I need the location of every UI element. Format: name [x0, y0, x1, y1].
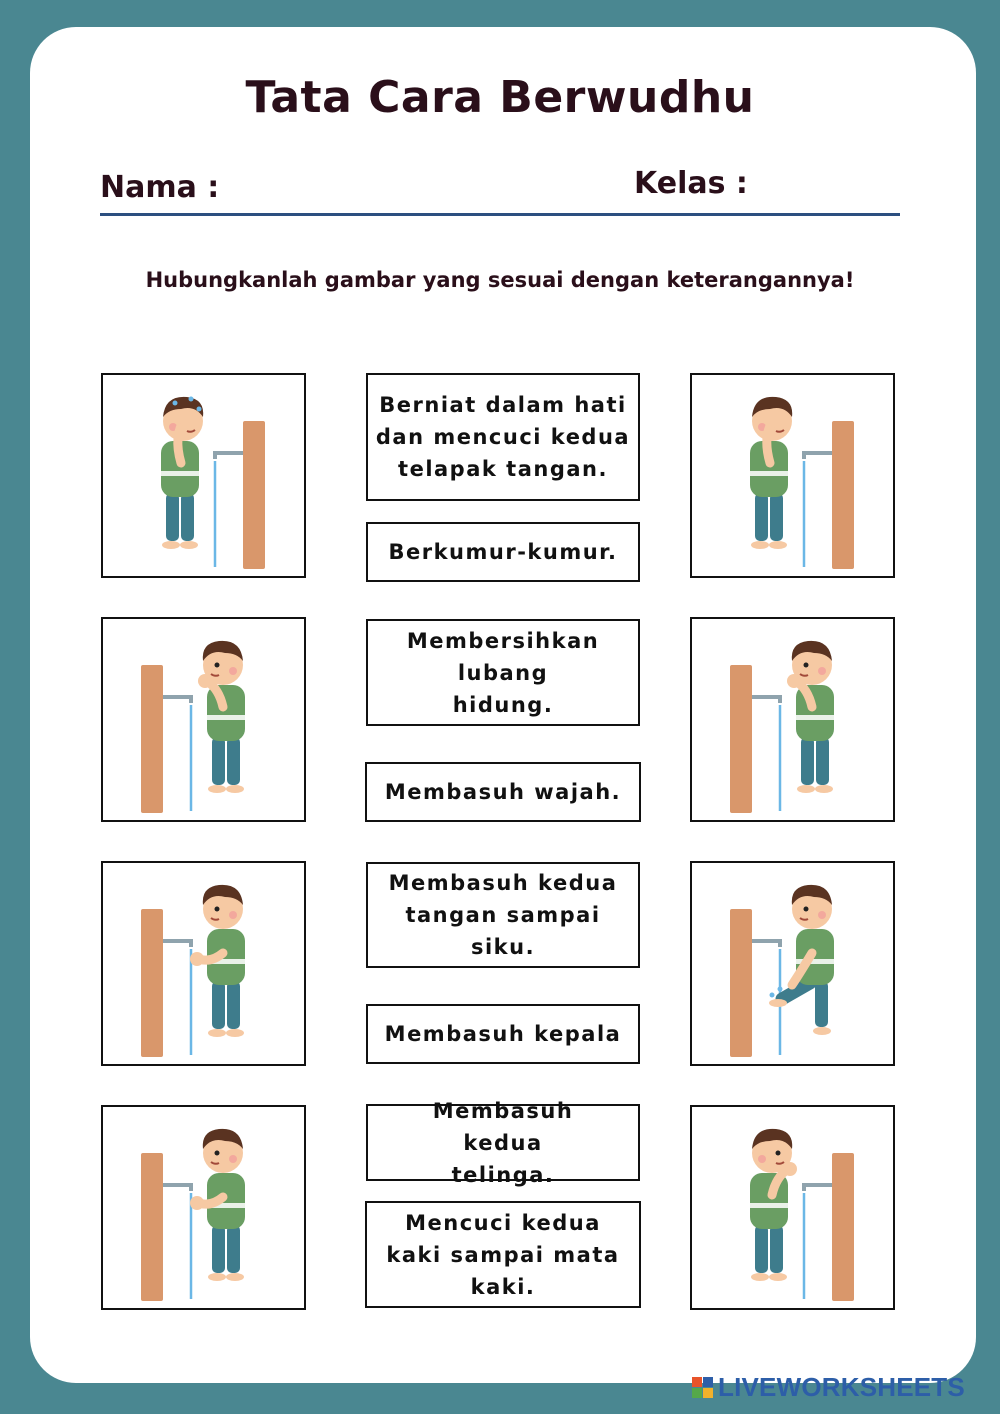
- wudhu-illustration: [103, 863, 303, 1063]
- picture-card-right-1[interactable]: [690, 373, 895, 578]
- statement-box-8[interactable]: [365, 1201, 641, 1308]
- picture-card-left-3[interactable]: [101, 861, 306, 1066]
- picture-card-right-2[interactable]: [690, 617, 895, 822]
- wudhu-illustration: [692, 863, 892, 1063]
- wudhu-illustration: [103, 375, 303, 575]
- wudhu-illustration: [692, 375, 892, 575]
- statement-box-4[interactable]: [365, 762, 641, 822]
- statement-box-6[interactable]: [366, 1004, 640, 1064]
- statement-text: Berkumur-kumur.: [388, 540, 618, 564]
- statement-text: Membasuh wajah.: [384, 780, 622, 804]
- statement-box-2[interactable]: [366, 522, 640, 582]
- liveworksheets-logo: [692, 1372, 965, 1403]
- liveworksheets-brand: LIVEWORKSHEETS: [718, 1372, 965, 1402]
- statement-box-3[interactable]: [366, 619, 640, 726]
- picture-card-left-1[interactable]: [101, 373, 306, 578]
- statement-text: Membasuh kedua tangan sampai siku.: [388, 871, 618, 959]
- picture-card-right-4[interactable]: [690, 1105, 895, 1310]
- picture-card-left-4[interactable]: [101, 1105, 306, 1310]
- class-label: Kelas :: [634, 166, 748, 201]
- picture-card-left-2[interactable]: [101, 617, 306, 822]
- wudhu-illustration: [692, 619, 892, 819]
- wudhu-illustration: [103, 619, 303, 819]
- statement-box-1[interactable]: [366, 373, 640, 501]
- statement-text: Berniat dalam hati dan mencuci kedua telapak tangan.: [375, 393, 631, 481]
- statement-text: Mencuci kedua kaki sampai mata kaki.: [386, 1210, 620, 1299]
- name-label: Nama :: [100, 170, 220, 205]
- picture-card-right-3[interactable]: [690, 861, 895, 1066]
- liveworksheets-logo-icon: [692, 1377, 714, 1399]
- page-title: Tata Cara Berwudhu: [245, 72, 755, 123]
- statement-text: Membersihkan lubang hidung.: [406, 628, 600, 717]
- wudhu-illustration: [103, 1107, 303, 1307]
- statement-box-7[interactable]: [366, 1098, 640, 1187]
- name-class-underline: [100, 213, 900, 216]
- statement-text: Membasuh kepala: [384, 1022, 622, 1046]
- statement-box-5[interactable]: [366, 862, 640, 968]
- wudhu-illustration: [692, 1107, 892, 1307]
- statement-text: Membasuh kedua telinga.: [432, 1098, 574, 1187]
- instruction-text: Hubungkanlah gambar yang sesuai dengan keterangannya!: [145, 268, 855, 292]
